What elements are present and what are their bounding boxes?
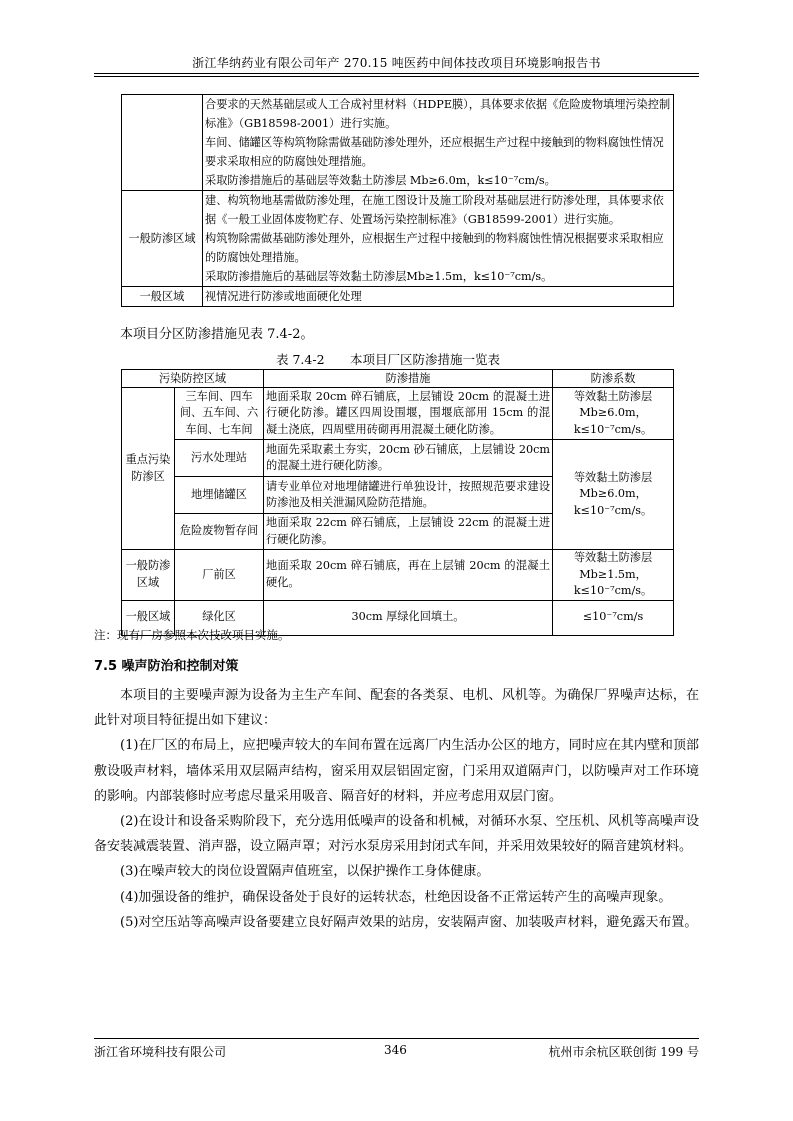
paragraph: (4)加强设备的维护，确保设备处于良好的运转状态，杜绝因设备不正常运转产生的高噪声现象。 <box>120 889 672 905</box>
measure-cell: 地面先采取素土夯实，20cm 砂石铺底，上层铺设 20cm 的混凝土进行硬化防渗。 <box>264 440 553 477</box>
zone-label-cell: 一般防渗区域 <box>122 191 203 287</box>
requirement-line: 采取防渗措施后的基础层等效黏土防渗层Mb≥1.5m，k≤10⁻⁷cm/s。 <box>205 270 553 283</box>
requirement-cell <box>203 95 674 191</box>
area-cell: 厂前区 <box>175 550 264 601</box>
coefficient-cell: ≤10⁻⁷cm/s <box>553 600 674 635</box>
coefficient-cell: 等效黏土防渗层 Mb≥6.0m，k≤10⁻⁷cm/s。 <box>553 388 674 440</box>
zone-cell: 重点污染防渗区 <box>122 388 175 550</box>
paragraph: 本项目的主要噪声源为设备为主生产车间、配套的各类泵、电机、风机等。为确保厂界噪声达标，在此针对项目特征提出如下建议： <box>94 688 699 729</box>
table-row <box>122 287 674 307</box>
measure-cell: 地面采取 20cm 碎石铺底，上层铺设 20cm 的混凝土进行硬化防渗。罐区四周设围堰，围堰底部用 15cm 的混凝土浇底，四周壁用砖砌再用混凝土硬化防渗。 <box>264 388 553 440</box>
requirement-line: 建、构筑物地基需做防渗处理，在施工图设计及施工阶段对基础层进行防渗处理，具体要求依据《一般工业固体废物贮存、处置场污染控制标准》（GB18599-2001）进行实施。 <box>205 194 664 226</box>
column-header: 污染防控区域 <box>122 370 264 388</box>
header-rule <box>94 73 699 74</box>
page-number: 346 <box>384 1043 407 1057</box>
paragraph: (5)对空压站等高噪声设备要建立良好隔声效果的站房，安装隔声窗、加装吸声材料，避免露天布置。 <box>120 914 698 930</box>
area-cell: 三车间、四车间、五车间、六车间、七车间 <box>175 388 264 440</box>
measure-cell: 地面采取 20cm 碎石铺底，再在上层铺 20cm 的混凝土硬化。 <box>264 550 553 601</box>
table-caption-title: 本项目厂区防渗措施一览表 <box>350 352 501 367</box>
column-header: 防渗措施 <box>264 370 553 388</box>
footer-rule <box>94 1038 699 1039</box>
seepage-measures-table <box>121 369 674 636</box>
footer-company: 浙江省环境科技有限公司 <box>94 1045 227 1059</box>
requirement-line: 视情况进行防渗或地面硬化处理 <box>205 290 362 303</box>
area-cell: 污水处理站 <box>175 440 264 477</box>
requirement-line: 构筑物除需做基础防渗处理外，应根据生产过程中接触到的物料腐蚀性情况根据要求采取相应的防腐蚀处理措施。 <box>205 232 664 264</box>
coefficient-cell: 等效黏土防渗层 Mb≥1.5m，k≤10⁻⁷cm/s。 <box>553 550 674 601</box>
coefficient-cell: 等效黏土防渗层 Mb≥6.0m，k≤10⁻⁷cm/s。 <box>553 440 674 550</box>
table-row <box>122 440 674 477</box>
requirement-cell <box>203 287 674 307</box>
paragraph: (3)在噪声较大的岗位设置隔声值班室，以保护操作工身体健康。 <box>120 864 490 880</box>
table-intro-text: 本项目分区防渗措施见表 7.4-2。 <box>120 327 314 342</box>
section-heading: 7.5 噪声防治和控制对策 <box>94 659 239 674</box>
measure-cell: 30cm 厚绿化回填土。 <box>264 600 553 635</box>
requirement-line: 合要求的天然基础层或人工合成衬里材料（HDPE膜），具体要求依据《危险废物填埋污染控制标准》（GB18598-2001）进行实施。 <box>205 98 671 130</box>
table-row <box>122 388 674 440</box>
zone-label-cell <box>122 95 203 191</box>
table-header-row <box>122 370 674 388</box>
column-header: 防渗系数 <box>553 370 674 388</box>
paragraph: (2)在设计和设备采购阶段下，充分选用低噪声的设备和机械，对循环水泵、空压机、风机等高噪声设备安装减震装置、消声器，设立隔声罩；对污水泵房采用封闭式车间，并采用效果较好的隔音建筑材料。 <box>94 814 699 855</box>
area-cell: 危险废物暂存间 <box>175 514 264 550</box>
table-note: 注：现有厂房参照本次技改项目实施。 <box>94 628 290 642</box>
page-header-title: 浙江华纳药业有限公司年产 270.15 吨医药中间体技改项目环境影响报告书 <box>192 56 601 70</box>
requirement-cell <box>203 191 674 287</box>
zone-cell: 一般防渗区域 <box>122 550 175 601</box>
requirement-line: 车间、储罐区等构筑物除需做基础防渗处理外，还应根据生产过程中接触到的物料腐蚀性情况要求采取相应的防腐蚀处理措施。 <box>205 136 664 168</box>
measure-cell: 地面采取 22cm 碎石铺底，上层铺设 22cm 的混凝土进行硬化防渗。 <box>264 514 553 550</box>
table-caption-number: 表 7.4-2 <box>276 352 325 367</box>
measure-cell: 请专业单位对地埋储罐进行单独设计，按照规范要求建设防渗池及相关泄漏风险防范措施。 <box>264 477 553 514</box>
zone-label-cell: 一般区域 <box>122 287 203 307</box>
table-row <box>122 95 674 191</box>
table-row <box>122 191 674 287</box>
area-cell: 绿化区 <box>175 600 264 635</box>
zone-cell: 一般区域 <box>122 600 175 635</box>
paragraph: (1)在厂区的布局上，应把噪声较大的车间布置在远离厂内生活办公区的地方，同时应在其内壁和顶部敷设吸声材料，墙体采用双层隔声结构，窗采用双层铝固定窗，门采用双道隔声门，以防噪声对工作环境的影响。内部装修时应考虑尽量采用吸音、隔音好的材料，并应考虑用双层门窗。 <box>94 738 699 804</box>
header-rule-secondary <box>94 76 699 77</box>
section-body <box>94 683 699 935</box>
footer-address: 杭州市余杭区联创街 199 号 <box>548 1045 699 1059</box>
requirement-line: 采取防渗措施后的基础层等效黏土防渗层 Mb≥6.0m，k≤10⁻⁷cm/s。 <box>205 174 556 187</box>
table-row <box>122 550 674 601</box>
area-cell: 地埋储罐区 <box>175 477 264 514</box>
seepage-requirements-table <box>121 94 674 307</box>
